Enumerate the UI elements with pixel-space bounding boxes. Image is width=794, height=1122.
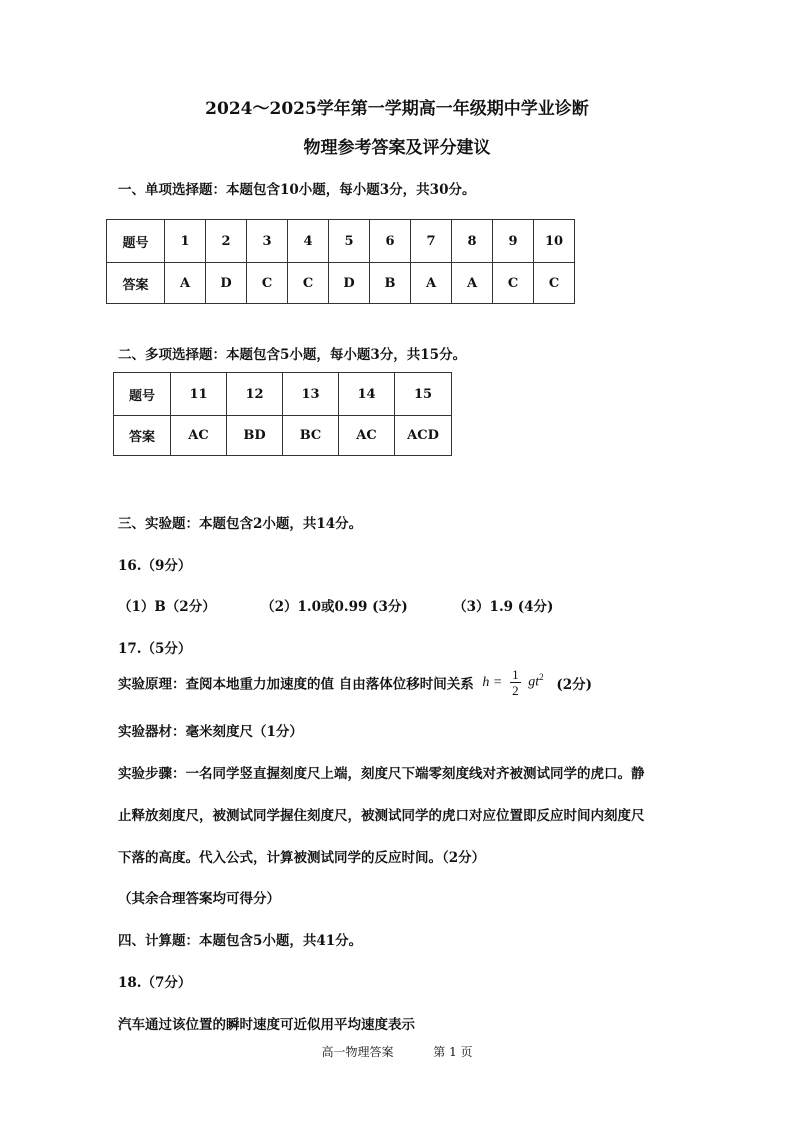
main-title: 2024～2025学年第一学期高一年级期中学业诊断 xyxy=(205,99,589,119)
number-cell: 6 xyxy=(370,220,411,263)
principle-score: (2分) xyxy=(556,676,593,693)
answer-label-cell: 答案 xyxy=(107,263,165,304)
number-cell: 11 xyxy=(171,373,227,416)
answer-cell: A xyxy=(411,263,452,304)
page-footer xyxy=(0,1043,794,1060)
number-cell: 13 xyxy=(283,373,339,416)
section4-heading: 四、计算题：本题包含5小题，共41分。 xyxy=(118,933,363,949)
answer-cell: B xyxy=(370,263,411,304)
fraction-numerator: 1 xyxy=(512,667,519,682)
steps-line-3: 下落的高度。代入公式，计算被测试同学的反应时间。（2分） xyxy=(118,850,486,866)
footer-subject: 高一物理答案 xyxy=(321,1045,394,1059)
answer-cell: D xyxy=(329,263,370,304)
number-cell: 9 xyxy=(493,220,534,263)
formula-exponent: 2 xyxy=(539,672,544,682)
note-line: （其余合理答案均可得分） xyxy=(118,891,280,907)
answer-cell: AC xyxy=(171,416,227,456)
header-label-cell: 题号 xyxy=(114,373,171,416)
answer-cell: AC xyxy=(339,416,395,456)
principle-text: 实验原理：查阅本地重力加速度的值 自由落体位移时间关系 xyxy=(118,676,474,693)
number-cell: 8 xyxy=(452,220,493,263)
fraction-denominator: 2 xyxy=(512,683,519,698)
number-cell: 2 xyxy=(206,220,247,263)
steps-line-2: 止释放刻度尺，被测试同学握住刻度尺，被测试同学的虎口对应位置即反应时间内刻度尺 xyxy=(118,808,645,824)
number-cell: 1 xyxy=(165,220,206,263)
q18-line-1: 汽车通过该位置的瞬时速度可近似用平均速度表示 xyxy=(118,1017,415,1033)
number-cell: 14 xyxy=(339,373,395,416)
number-cell: 4 xyxy=(288,220,329,263)
footer-page-number: 第 1 页 xyxy=(433,1045,473,1059)
answer-label-cell: 答案 xyxy=(114,416,171,456)
answer-cell: BD xyxy=(227,416,283,456)
table-row-numbers xyxy=(107,220,575,263)
answer-cell: BC xyxy=(283,416,339,456)
number-cell: 3 xyxy=(247,220,288,263)
section1-heading: 一、单项选择题：本题包含10小题，每小题3分，共30分。 xyxy=(118,182,476,198)
sub-title: 物理参考答案及评分建议 xyxy=(303,138,491,158)
number-cell: 10 xyxy=(534,220,575,263)
number-cell: 15 xyxy=(395,373,452,416)
number-cell: 5 xyxy=(329,220,370,263)
answer-cell: A xyxy=(165,263,206,304)
q16-title: 16.（9分） xyxy=(118,558,192,574)
q18-title: 18.（7分） xyxy=(118,975,192,991)
answer-cell: D xyxy=(206,263,247,304)
table-row-answers xyxy=(107,263,575,304)
q16-part2: （2）1.0或0.99 (3分) xyxy=(261,599,408,615)
single-choice-table xyxy=(106,219,575,304)
answer-cell: A xyxy=(452,263,493,304)
table-row-numbers xyxy=(114,373,452,416)
answer-cell: C xyxy=(247,263,288,304)
answer-cell: C xyxy=(493,263,534,304)
section3-heading: 三、实验题：本题包含2小题，共14分。 xyxy=(118,516,363,532)
section2-heading: 二、多项选择题：本题包含5小题，每小题3分，共15分。 xyxy=(118,347,467,363)
formula-fraction xyxy=(510,668,521,697)
header-label-cell: 题号 xyxy=(107,220,165,263)
answer-cell: C xyxy=(288,263,329,304)
formula-rhs: gt xyxy=(528,674,540,690)
steps-line-1: 实验步骤：一名同学竖直握刻度尺上端，刻度尺下端零刻度线对齐被测试同学的虎口。静 xyxy=(118,766,645,782)
answer-cell: C xyxy=(534,263,575,304)
q16-part3: （3）1.9 (4分) xyxy=(453,599,554,615)
table-row-answers xyxy=(114,416,452,456)
principle-line xyxy=(118,668,592,697)
q17-title: 17.（5分） xyxy=(118,641,192,657)
multi-choice-table xyxy=(113,372,452,456)
formula-lhs: h = xyxy=(482,674,503,690)
number-cell: 7 xyxy=(411,220,452,263)
q16-answers xyxy=(118,595,553,615)
number-cell: 12 xyxy=(227,373,283,416)
equipment-line: 实验器材：毫米刻度尺（1分） xyxy=(118,724,303,740)
answer-cell: ACD xyxy=(395,416,452,456)
q16-part1: （1）B（2分） xyxy=(118,599,216,615)
